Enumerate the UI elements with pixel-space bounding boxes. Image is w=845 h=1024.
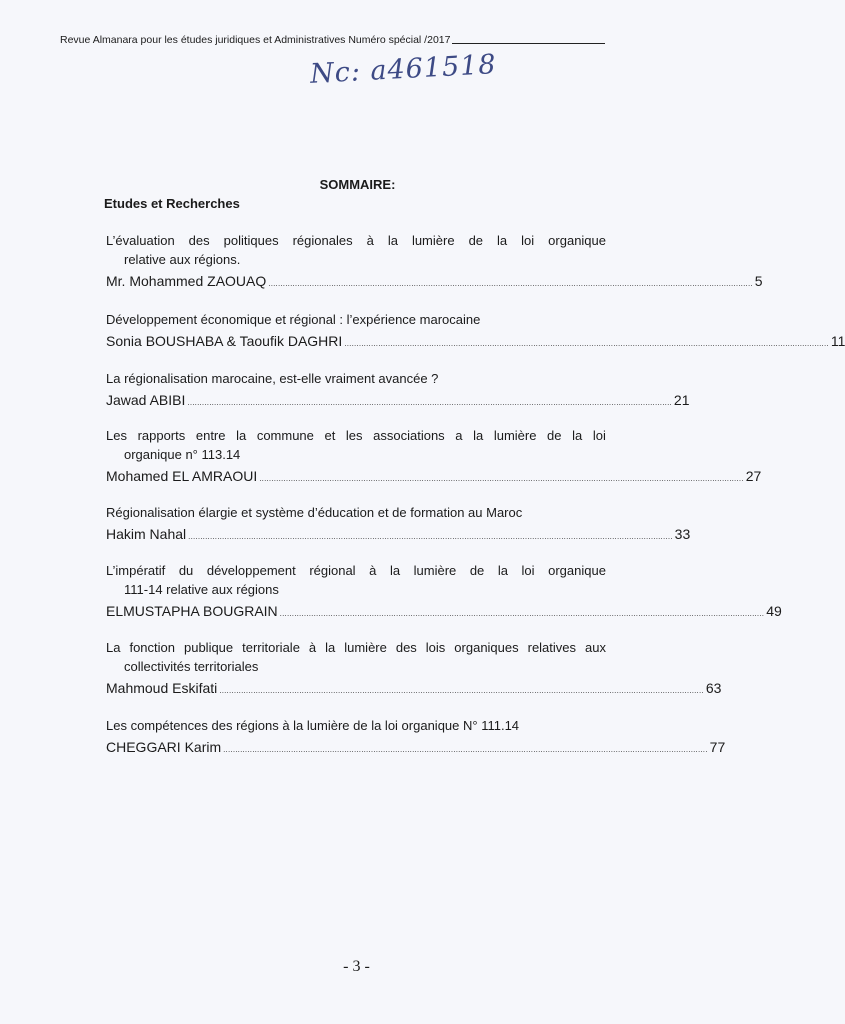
title-word: la bbox=[389, 563, 401, 578]
entry-title-line1 bbox=[106, 426, 606, 445]
title-word: politiques bbox=[223, 233, 279, 248]
entry-author-row bbox=[106, 390, 690, 413]
title-word: publique bbox=[183, 640, 234, 655]
dot-leader: ........................................................................................................................................................................................................ bbox=[259, 474, 744, 483]
title-word: organique bbox=[548, 563, 606, 578]
entry-author: Mr. Mohammed ZAOUAQ bbox=[106, 273, 267, 289]
title-word: rapports bbox=[137, 428, 186, 443]
title-word: de bbox=[468, 233, 484, 248]
entry-page-number: 11 bbox=[830, 333, 845, 349]
title-word: la bbox=[572, 428, 583, 443]
title-word: des bbox=[395, 640, 417, 655]
title-word: la bbox=[497, 233, 508, 248]
dot-leader: ........................................................................................................................................................................................................ bbox=[219, 686, 704, 695]
running-title: Revue Almanara pour les études juridiques et Administratives Numéro spécial /2017 bbox=[60, 34, 451, 46]
entry-title-line1 bbox=[106, 231, 606, 250]
entry-author: CHEGGARI Karim bbox=[106, 739, 222, 755]
title-word: la bbox=[473, 428, 484, 443]
title-word: La régionalisation marocaine, est-elle vraiment avancée ? bbox=[106, 371, 439, 386]
title-word: la bbox=[325, 640, 336, 655]
section-heading: Etudes et Recherches bbox=[104, 196, 240, 211]
entry-author: Hakim Nahal bbox=[106, 526, 187, 542]
toc-entry bbox=[106, 503, 691, 547]
entry-page-number: 49 bbox=[766, 603, 782, 619]
title-word: développement bbox=[206, 563, 296, 578]
entry-author-row bbox=[106, 466, 762, 489]
title-word: La bbox=[106, 640, 121, 655]
title-word: à bbox=[369, 563, 377, 578]
title-word: L’évaluation bbox=[106, 233, 175, 248]
title-word: loi bbox=[521, 563, 535, 578]
handwritten-call-number: Nc: a461518 bbox=[309, 49, 498, 90]
toc-entry bbox=[106, 310, 845, 354]
title-word: loi bbox=[521, 233, 535, 248]
page-number: - 3 - bbox=[343, 958, 370, 975]
title-word: de bbox=[469, 563, 485, 578]
toc-entry bbox=[106, 369, 690, 413]
title-word: Développement économique et régional : l’expérience marocaine bbox=[106, 312, 481, 327]
title-word: lumière bbox=[411, 233, 455, 248]
title-word: territoriale bbox=[242, 640, 300, 655]
sommaire-heading: SOMMAIRE: bbox=[319, 177, 396, 192]
entry-page-number: 33 bbox=[674, 526, 691, 542]
toc-entry bbox=[106, 716, 726, 760]
entry-author: Mohamed EL AMRAOUI bbox=[106, 468, 258, 484]
title-word: aux bbox=[585, 640, 606, 655]
title-word: la bbox=[387, 233, 398, 248]
entry-page-number: 5 bbox=[754, 273, 763, 289]
entry-author-row bbox=[106, 331, 845, 354]
entry-author: Jawad ABIBI bbox=[106, 392, 186, 408]
title-word: à bbox=[308, 640, 317, 655]
entry-author: Mahmoud Eskifati bbox=[106, 680, 218, 696]
title-word: de bbox=[547, 428, 562, 443]
dot-leader: ........................................................................................................................................................................................................ bbox=[344, 339, 829, 348]
running-header bbox=[60, 34, 605, 46]
entry-title-line1 bbox=[106, 310, 606, 329]
title-word: les bbox=[345, 428, 363, 443]
entry-page-number: 77 bbox=[709, 739, 726, 755]
entry-title-line1 bbox=[106, 716, 606, 735]
entry-title-line2: organique n° 113.14 bbox=[124, 447, 241, 462]
title-word: a bbox=[455, 428, 463, 443]
entry-author-row bbox=[106, 737, 726, 760]
dot-leader: ........................................................................................................................................................................................................ bbox=[268, 279, 753, 288]
title-word: lois bbox=[425, 640, 446, 655]
title-word: régionales bbox=[292, 233, 353, 248]
entry-author-row bbox=[106, 601, 782, 624]
header-rule bbox=[452, 43, 605, 44]
title-word: du bbox=[178, 563, 194, 578]
title-word: régional bbox=[309, 563, 356, 578]
title-word: Les compétences des régions à la lumière de la loi organique N° 111.14 bbox=[106, 718, 520, 733]
toc-entry bbox=[106, 426, 762, 489]
title-word: associations bbox=[373, 428, 445, 443]
dot-leader: ........................................................................................................................................................................................................ bbox=[187, 398, 672, 407]
title-word: organiques bbox=[454, 640, 519, 655]
title-word: fonction bbox=[129, 640, 175, 655]
title-word: lumière bbox=[493, 428, 537, 443]
entry-author: ELMUSTAPHA BOUGRAIN bbox=[106, 603, 278, 619]
title-word: lumière bbox=[344, 640, 387, 655]
entry-page-number: 63 bbox=[705, 680, 722, 696]
entry-author-row bbox=[106, 271, 763, 294]
entry-author: Sonia BOUSHABA & Taoufik DAGHRI bbox=[106, 333, 343, 349]
title-word: des bbox=[188, 233, 210, 248]
title-word: lumière bbox=[413, 563, 457, 578]
entry-author-row bbox=[106, 678, 722, 701]
entry-page-number: 21 bbox=[673, 392, 690, 408]
toc-entry bbox=[106, 561, 782, 624]
title-word: organique bbox=[548, 233, 606, 248]
entry-title-line2: relative aux régions. bbox=[124, 252, 241, 267]
title-word: relatives bbox=[527, 640, 577, 655]
title-word: la bbox=[236, 428, 247, 443]
title-word: et bbox=[324, 428, 336, 443]
title-word: Les bbox=[106, 428, 127, 443]
title-word: loi bbox=[592, 428, 606, 443]
toc-entry bbox=[106, 638, 722, 701]
toc-entry bbox=[106, 231, 763, 294]
title-word: à bbox=[366, 233, 374, 248]
title-word: la bbox=[497, 563, 508, 578]
dot-leader: ........................................................................................................................................................................................................ bbox=[223, 745, 708, 754]
title-word: Régionalisation élargie et système d’éducation et de formation au Maroc bbox=[106, 505, 523, 520]
title-word: L’impératif bbox=[106, 563, 166, 578]
title-word: entre bbox=[195, 428, 226, 443]
entry-title-line2: collectivités territoriales bbox=[124, 659, 259, 674]
dot-leader: ........................................................................................................................................................................................................ bbox=[279, 609, 765, 618]
title-word: commune bbox=[256, 428, 314, 443]
entry-title-line1 bbox=[106, 638, 606, 657]
entry-title-line1 bbox=[106, 369, 606, 388]
entry-title-line1 bbox=[106, 561, 606, 580]
dot-leader: ........................................................................................................................................................................................................ bbox=[188, 532, 673, 541]
entry-page-number: 27 bbox=[745, 468, 762, 484]
entry-title-line1 bbox=[106, 503, 606, 522]
entry-author-row bbox=[106, 524, 691, 547]
entry-title-line2: 111-14 relative aux régions bbox=[124, 582, 279, 597]
